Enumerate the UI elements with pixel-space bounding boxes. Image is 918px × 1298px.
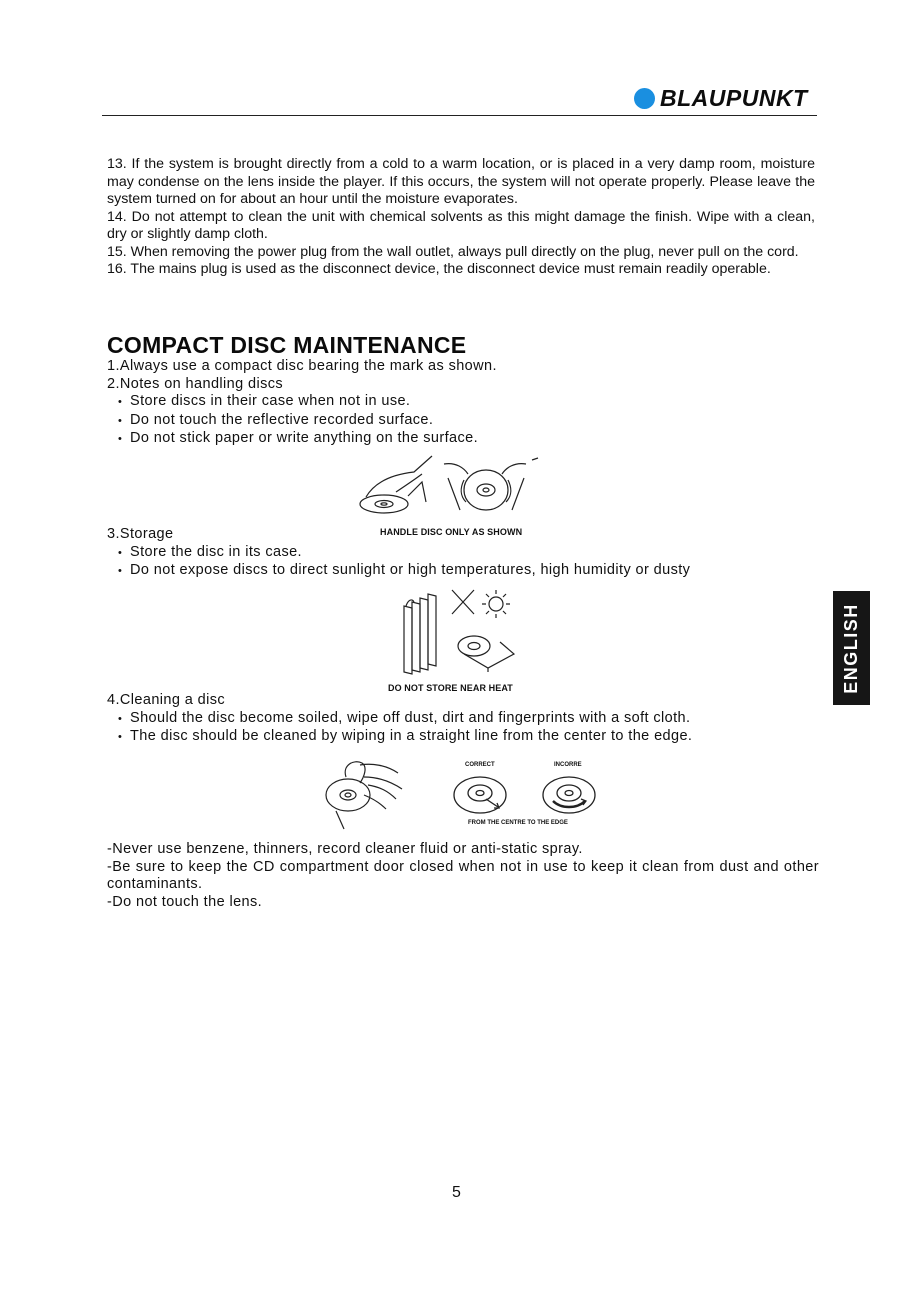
handle-disc-caption: HANDLE DISC ONLY AS SHOWN [380, 527, 523, 537]
header-divider [102, 115, 817, 116]
list-item [107, 430, 707, 449]
list-item [107, 544, 747, 563]
language-label: ENGLISH [841, 602, 862, 694]
incorrect-label: INCORRE [554, 762, 582, 768]
brand-name: BLAUPUNKT [660, 84, 808, 111]
bullet-text: Do not touch the reflective recorded surface. [130, 411, 434, 428]
heater-warning-illustration [398, 586, 518, 678]
list-item [107, 393, 707, 412]
page-number: 5 [452, 1184, 461, 1201]
list-item [107, 728, 747, 747]
safety-note-13: 13. If the system is brought directly from a cold to a warm location, or is placed in a very damp room, moisture may condense on the lens inside the player. If this occurs, the system will not operate properly. Please leave the system turned on for about an hour until the moisture evaporates. [107, 156, 815, 207]
list-item [107, 710, 747, 729]
final-note-1: -Never use benzene, thinners, record cleaner fluid or anti-static spray. [107, 841, 583, 857]
bullet-icon: • [118, 565, 123, 577]
storage-heading: 3.Storage [107, 526, 174, 542]
wipe-direction-caption: FROM THE CENTRE TO THE EDGE [468, 820, 568, 826]
final-note-3: -Do not touch the lens. [107, 893, 263, 910]
cleaning-heading: 4.Cleaning a disc [107, 692, 226, 708]
cleaning-hand-illustration [316, 755, 408, 833]
list-item [107, 562, 747, 581]
bullet-text: Store discs in their case when not in use. [130, 393, 411, 409]
handling-notes [107, 358, 707, 449]
handle-disc-illustration [356, 452, 546, 522]
bullet-text: The disc should be cleaned by wiping in a straight line from the center to the edge. [130, 728, 693, 744]
bullet-text: Do not expose discs to direct sunlight or high temperatures, high humidity or dusty [130, 562, 691, 578]
logo-dot-icon [634, 88, 655, 109]
safety-note-15: 15. When removing the power plug from the wall outlet, always pull directly on the plug, never pull on the cord. [107, 243, 799, 260]
correct-wipe-diagram [452, 775, 510, 815]
correct-label: CORRECT [465, 762, 495, 768]
cleaning-notes [107, 692, 747, 747]
bullet-icon: • [118, 433, 123, 445]
bullet-text: Should the disc become soiled, wipe off dust, dirt and fingerprints with a soft cloth. [130, 709, 691, 726]
bullet-icon: • [118, 546, 123, 559]
storage-notes [107, 526, 747, 581]
bullet-text: Store the disc in its case. [130, 543, 302, 560]
final-note-2: -Be sure to keep the CD compartment door closed when not in use to keep it clean from dust and other contaminants. [107, 858, 819, 892]
item-2: 2.Notes on handling discs [107, 375, 284, 392]
incorrect-wipe-diagram [541, 775, 599, 815]
bullet-icon: • [118, 414, 123, 427]
bullet-icon: • [118, 712, 123, 725]
storage-caption: DO NOT STORE NEAR HEAT [388, 683, 513, 693]
brand-logo [634, 84, 808, 112]
safety-note-16: 16. The mains plug is used as the disconnect device, the disconnect device must remain readily operable. [107, 261, 771, 277]
list-item [107, 412, 707, 431]
language-tab [833, 591, 870, 705]
bullet-icon: • [118, 731, 123, 743]
safety-note-14: 14. Do not attempt to clean the unit with chemical solvents as this might damage the finish. Wipe with a clean, dry or slightly damp cloth. [107, 208, 815, 242]
item-1: 1.Always use a compact disc bearing the mark as shown. [107, 358, 497, 374]
bullet-text: Do not stick paper or write anything on the surface. [130, 430, 479, 446]
final-notes [107, 841, 819, 911]
safety-notes [107, 156, 815, 279]
bullet-icon: • [118, 396, 123, 408]
section-title: COMPACT DISC MAINTENANCE [107, 332, 467, 358]
